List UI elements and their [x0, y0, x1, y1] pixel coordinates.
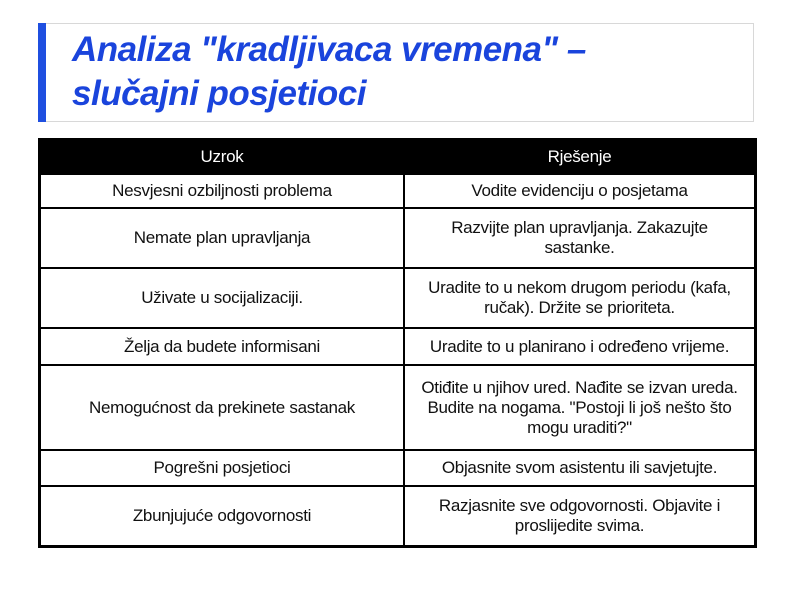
cause-cell: Nemogućnost da prekinete sastanak [40, 365, 405, 450]
table-row [40, 365, 756, 450]
cause-cell: Nemate plan upravljanja [40, 208, 405, 268]
title-line-1: Analiza "kradljivaca vremena" – [72, 30, 586, 69]
solution-cell: Vodite evidenciju o posjetama [404, 174, 756, 208]
slide-title [72, 28, 586, 116]
solution-cell: Otiđite u njihov ured. Nađite se izvan ureda. Budite na nogama. "Postoji li još nešto što mogu uraditi?" [404, 365, 756, 450]
cause-cell: Zbunjujuće odgovornosti [40, 486, 405, 546]
solution-cell: Uradite to u nekom drugom periodu (kafa, ručak). Držite se prioriteta. [404, 268, 756, 328]
cause-cell: Pogrešni posjetioci [40, 450, 405, 486]
table-row [40, 208, 756, 268]
table-row [40, 486, 756, 546]
solution-cell: Razvijte plan upravljanja. Zakazujte sastanke. [404, 208, 756, 268]
table-row [40, 450, 756, 486]
solution-cell: Uradite to u planirano i određeno vrijeme. [404, 328, 756, 365]
cause-cell: Želja da budete informisani [40, 328, 405, 365]
solution-cell: Objasnite svom asistentu ili savjetujte. [404, 450, 756, 486]
table-row [40, 268, 756, 328]
table-row [40, 328, 756, 365]
header-cause: Uzrok [40, 140, 405, 175]
cause-cell: Uživate u socijalizaciji. [40, 268, 405, 328]
table-header-row [40, 140, 756, 175]
solution-cell: Razjasnite sve odgovornosti. Objavite i proslijedite svima. [404, 486, 756, 546]
cause-cell: Nesvjesni ozbiljnosti problema [40, 174, 405, 208]
table-row [40, 174, 756, 208]
causes-solutions-table [38, 138, 757, 548]
title-accent-bar [38, 23, 46, 122]
header-solution: Rješenje [404, 140, 756, 175]
title-line-2: slučajni posjetioci [72, 74, 366, 113]
